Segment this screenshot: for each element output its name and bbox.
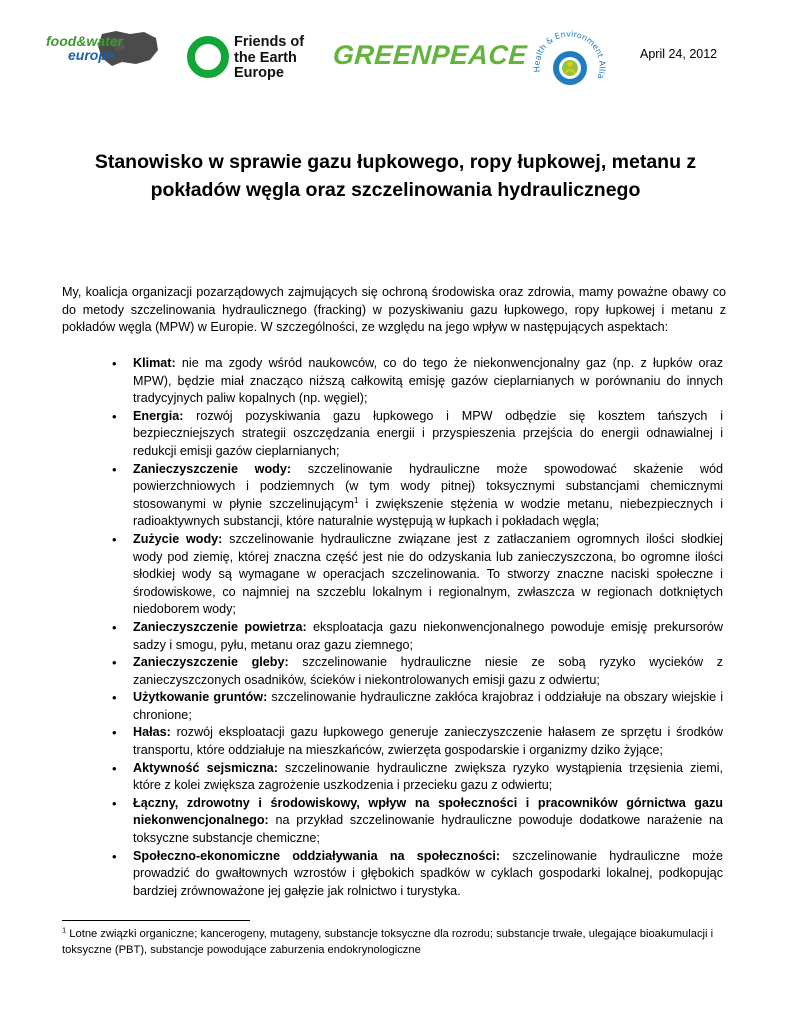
- fwe-line-1: food&water: [46, 33, 123, 49]
- concerns-list: [133, 355, 723, 900]
- heal-globe-icon: [526, 18, 612, 104]
- list-item-health-impact: • Łączny, zdrowotny i środowiskowy, wpływ na społeczności i pracowników górnictwa gazu niekonwencjonalnego: na przykład szczelinowanie hydrauliczne powoduje dodatkowe narażenie na toksyczne substancje chemiczne;: [133, 795, 723, 848]
- food-water-europe-logo: [44, 28, 162, 70]
- foe-line-2: the Earth: [234, 49, 297, 66]
- friends-of-the-earth-logo: [186, 33, 326, 83]
- list-item-noise: • Hałas: rozwój eksploatacji gazu łupkowego generuje zanieczyszczenie hałasem ze sprzętu i środków transportu, które oddziałuje na mieszkańców, zwierzęta gospodarskie i organizmy dziko żyjące;: [133, 724, 723, 759]
- list-item-air-pollution: • Zanieczyszczenie powietrza: eksploatacja gazu niekonwencjonalnego powoduje emisję prekursorów sadzy i smogu, pyłu, metanu oraz gazu ziemnego;: [133, 619, 723, 654]
- heal-arc-text: Health & Environment Allia: [531, 28, 608, 81]
- greenpeace-wordmark: GREENPEACE: [331, 40, 529, 70]
- footnote-ref: 1: [353, 495, 359, 505]
- list-item-energy: • Energia: rozwój pozyskiwania gazu łupkowego i MPW odbędzie się kosztem tańszych i bezpieczniejszych strategii oszczędzania energii i przyspieszenia przejścia do energii odnawialnej i redukcji emisji gazów cieplarnianych;: [133, 408, 723, 461]
- list-item-climate: • Klimat: nie ma zgody wśród naukowców, co do tego że niekonwencjonalny gaz (np. z łupków oraz MPW), będzie miał znacząco niższą całkowitą emisję gazów cieplarnianych w porównaniu do innych tradycyjnych paliw kopalnych (np. węgiel);: [133, 355, 723, 408]
- intro-paragraph: My, koalicja organizacji pozarządowych zajmujących się ochroną środowiska oraz zdrowia, mamy poważne obawy co do metody szczelinowania hydraulicznego (fracking) w pozyskiwaniu gazu łupkowego, ropy łupkowej i metanu z pokładów węgla (MPW) w Europie. W szczególności, ze względu na jego wpływ w następujących aspektach:: [62, 285, 726, 334]
- heal-logo: [526, 18, 612, 104]
- document-date: April 24, 2012: [640, 47, 718, 61]
- list-item-socio-economic: • Społeczno-ekonomiczne oddziaływania na społeczności: szczelinowanie hydrauliczne może prowadzić do gwałtownych wzrostów i głębokich spadków w cyklach gospodarki lokalnej, podkopując bardziej zrównoważone jej gałęzie jak rolnictwo i turystyka.: [133, 848, 723, 901]
- list-item-seismic: • Aktywność sejsmiczna: szczelinowanie hydrauliczne zwiększa ryzyko wystąpienia trzęsienia ziemi, które z kolei zwiększa zagrożenie uszkodzenia i przecieku gazu z odwiertu;: [133, 760, 723, 795]
- foe-ring-icon: [186, 35, 230, 79]
- footnote-marker: 1: [62, 925, 67, 935]
- letterhead: [0, 0, 791, 120]
- fwe-line-2: europe: [68, 47, 115, 63]
- list-item-water-use: • Zużycie wody: szczelinowanie hydrauliczne związane jest z zatłaczaniem ogromnych ilości słodkiej wody pod ziemię, której znaczna część jest nie do odzyskania lub zanieczyszczona, bo ogromne ilości słodkiej wody są wymagane w operacjach szczelinowania. To stworzy znaczne naciski społeczne i środowiskowe, co najmniej na szczeblu lokalnym i regionalnym, zwłaszcza w regionach dotkniętych niedoborem wody;: [133, 531, 723, 619]
- foe-wordmark: [234, 35, 304, 82]
- foe-line-3: Europe: [234, 65, 284, 81]
- footnote-text: Lotne związki organiczne; kancerogeny, mutageny, substancje toksyczne dla rozrodu; substancje trwałe, ulegające bioakumulacji i toksyczne (PBT), substancje powodujące zaburzenia endokrynologiczne: [62, 928, 714, 956]
- foe-line-1: Friends of: [234, 34, 305, 50]
- footnote-separator: [62, 920, 250, 921]
- greenpeace-logo: [331, 38, 529, 74]
- list-item-soil-pollution: • Zanieczyszczenie gleby: szczelinowanie hydrauliczne niesie ze sobą ryzyko wycieków z zanieczyszczonych osadników, ścieków i niekontrolowanych emisji gazu z odwiertu;: [133, 654, 723, 689]
- list-item-land-use: • Użytkowanie gruntów: szczelinowanie hydrauliczne zakłóca krajobraz i oddziałuje na obszary wiejskie i chronione;: [133, 689, 723, 724]
- list-item-water-pollution: • Zanieczyszczenie wody: szczelinowanie hydrauliczne może spowodować skażenie wód powierzchniowych i podziemnych (w tym wody pitnej) toksycznymi substancjami chemicznymi stosowanymi w płynie szczelinującym$^1$ i zwiększenie stężenia w wodzie metanu, niebezpiecznych i radioaktywnych substancji, które naturalnie występują w łupkach i pokładach węgla;: [133, 461, 723, 531]
- document-title: Stanowisko w sprawie gazu łupkowego, ropy łupkowej, metanu z pokładów węgla oraz szczelinowania hydraulicznego: [94, 151, 697, 201]
- footnote: [62, 927, 726, 958]
